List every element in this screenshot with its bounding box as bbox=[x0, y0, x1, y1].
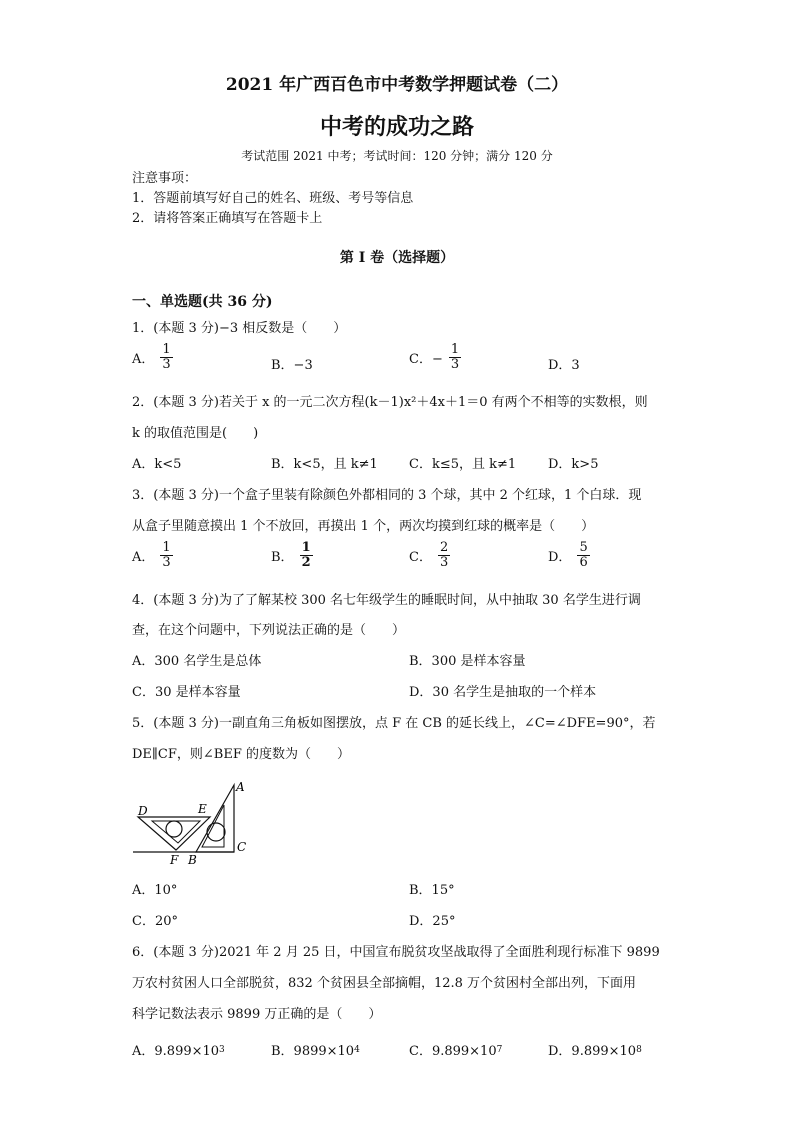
q3-c-num: 2 bbox=[439, 540, 449, 555]
exam-title: 2021 年广西百色市中考数学押题试卷（二） bbox=[225, 75, 569, 95]
q3-b-fraction bbox=[300, 541, 313, 570]
q3-option-a bbox=[132, 541, 173, 570]
q1-c-num: 1 bbox=[450, 342, 460, 357]
exam-info: 考试范围 2021 中考；考试时间：120 分钟；满分 120 分 bbox=[241, 149, 553, 163]
notes-heading: 注意事项： bbox=[132, 171, 198, 186]
q4-option-a: A．300 名学生是总体 bbox=[132, 654, 262, 669]
q3-a-fraction bbox=[160, 541, 172, 570]
q3-b-den: 2 bbox=[301, 555, 311, 570]
q3-d-label: D． bbox=[548, 550, 572, 565]
q1-c-fraction bbox=[449, 343, 461, 372]
q3-stem-line2: 从盒子里随意摸出 1 个不放回，再摸出 1 个，两次均摸到红球的概率是（ ） bbox=[132, 519, 595, 534]
q1-option-b: B．−3 bbox=[271, 358, 313, 373]
q3-d-fraction bbox=[577, 541, 589, 570]
q5-figure bbox=[128, 775, 258, 865]
q1-c-den: 3 bbox=[450, 357, 460, 372]
exam-subtitle: 中考的成功之路 bbox=[319, 114, 474, 140]
volume-title: 第 I 卷（选择题） bbox=[339, 250, 455, 266]
q3-c-fraction bbox=[438, 541, 450, 570]
q1-option-d: D．3 bbox=[548, 358, 580, 373]
label-c: C bbox=[237, 840, 247, 854]
label-d: D bbox=[138, 804, 148, 818]
q3-option-c bbox=[409, 541, 450, 570]
note-1: 1．答题前填写好自己的姓名、班级、考号等信息 bbox=[132, 191, 414, 206]
q6-b-exp: 4 bbox=[354, 1044, 360, 1055]
q6-d-exp: 8 bbox=[636, 1044, 642, 1055]
q3-d-den: 6 bbox=[579, 555, 588, 570]
q4-option-d: D．30 名学生是抽取的一个样本 bbox=[409, 685, 597, 700]
q4-option-b: B．300 是样本容量 bbox=[409, 654, 526, 669]
q1-a-label: A． bbox=[132, 352, 155, 367]
q6-b-base: B．9899×10 bbox=[271, 1044, 355, 1059]
q2-stem-line1: 2．(本题 3 分)若关于 x 的一元二次方程(k－1)x²＋4x＋1＝0 有两个不相等的实数根，则 bbox=[132, 395, 648, 410]
q1-option-c bbox=[409, 343, 461, 372]
label-a: A bbox=[236, 780, 245, 794]
triangle-abc bbox=[196, 785, 234, 852]
q3-a-label: A． bbox=[132, 550, 155, 565]
q2-stem-line2: k 的取值范围是( ) bbox=[132, 426, 259, 441]
q1-a-den: 3 bbox=[162, 357, 171, 372]
q1-a-fraction bbox=[160, 343, 172, 372]
q5-stem-line2: DE∥CF，则∠BEF 的度数为（ ） bbox=[132, 747, 350, 762]
q5-option-a: A．10° bbox=[132, 883, 178, 898]
q1-a-num: 1 bbox=[162, 342, 171, 357]
q6-c-exp: 7 bbox=[496, 1044, 503, 1055]
q3-stem-line1: 3．(本题 3 分)一个盒子里装有除颜色外都相同的 3 个球，其中 2 个红球，1 个白球．现 bbox=[132, 488, 642, 503]
q3-a-num: 1 bbox=[162, 540, 171, 555]
hole-circle-left bbox=[166, 821, 182, 837]
q5-option-b: B．15° bbox=[409, 883, 455, 898]
q3-option-b bbox=[271, 541, 313, 570]
q6-option-c bbox=[409, 1040, 502, 1059]
q2-option-c: C．k≤5，且 k≠1 bbox=[409, 457, 517, 472]
q5-stem-line1: 5．(本题 3 分)一副直角三角板如图摆放，点 F 在 CB 的延长线上，∠C=∠DFE=90°，若 bbox=[132, 716, 656, 731]
label-b: B bbox=[188, 853, 197, 865]
q6-a-base: A．9.899×10 bbox=[132, 1044, 220, 1059]
q6-stem-line3: 科学记数法表示 9899 万正确的是（ ） bbox=[132, 1007, 382, 1022]
q5-option-c: C．20° bbox=[132, 914, 178, 929]
label-e: E bbox=[198, 802, 207, 816]
q3-d-num: 5 bbox=[579, 540, 588, 555]
q1-stem: 1．(本题 3 分)−3 相反数是（ ） bbox=[132, 321, 347, 336]
q2-option-d: D．k>5 bbox=[548, 457, 599, 472]
q5-option-d: D．25° bbox=[409, 914, 456, 929]
q4-stem-line2: 查，在这个问题中，下列说法正确的是（ ） bbox=[132, 623, 406, 638]
triangle-def-inner bbox=[152, 821, 200, 843]
label-f: F bbox=[170, 853, 179, 865]
q6-stem-line2: 万农村贫困人口全部脱贫，832 个贫困县全部摘帽，12.8 万个贫困村全部出列，下面用 bbox=[132, 976, 637, 991]
note-2: 2．请将答案正确填写在答题卡上 bbox=[132, 211, 323, 226]
q2-option-a: A．k<5 bbox=[132, 457, 182, 472]
q6-option-b bbox=[271, 1040, 360, 1059]
q1-c-label: C．− bbox=[409, 352, 443, 367]
q3-a-den: 3 bbox=[162, 555, 171, 570]
q3-option-d bbox=[548, 541, 590, 570]
q3-c-den: 3 bbox=[439, 555, 449, 570]
q6-d-base: D．9.899×10 bbox=[548, 1044, 637, 1059]
q3-c-label: C． bbox=[409, 550, 432, 565]
q4-stem-line1: 4．(本题 3 分)为了了解某校 300 名七年级学生的睡眠时间，从中抽取 30 名学生进行调 bbox=[132, 593, 641, 608]
q3-b-num: 1 bbox=[301, 540, 311, 555]
q4-option-c: C．30 是样本容量 bbox=[132, 685, 241, 700]
q6-option-a bbox=[132, 1040, 225, 1059]
q6-a-exp: 3 bbox=[219, 1044, 225, 1055]
q6-option-d bbox=[548, 1040, 642, 1059]
q3-b-label: B． bbox=[271, 550, 294, 565]
section-title: 一、单选题(共 36 分) bbox=[132, 294, 273, 310]
q1-option-a bbox=[132, 343, 173, 372]
q6-stem-line1: 6．(本题 3 分)2021 年 2 月 25 日，中国宣布脱贫攻坚战取得了全面胜利现行标准下 9899 bbox=[132, 945, 660, 960]
q2-option-b: B．k<5，且 k≠1 bbox=[271, 457, 378, 472]
q6-c-base: C．9.899×10 bbox=[409, 1044, 497, 1059]
